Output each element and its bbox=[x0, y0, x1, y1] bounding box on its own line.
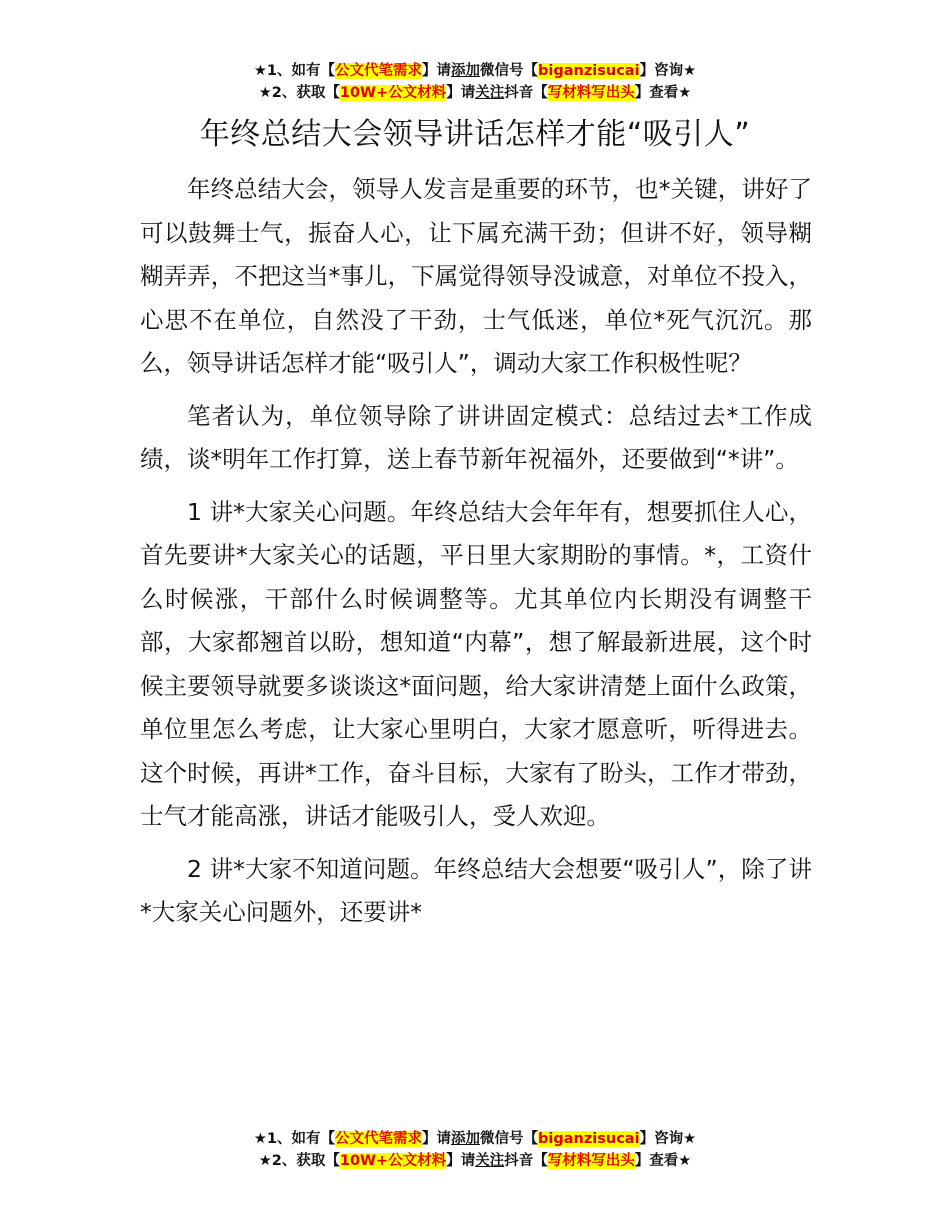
promo-text: 抖音【 bbox=[504, 1153, 548, 1169]
document-body bbox=[140, 168, 812, 944]
promo-text: ★2、获取【 bbox=[258, 85, 340, 101]
promo-line-1 bbox=[0, 1128, 950, 1150]
promo-line-2 bbox=[0, 82, 950, 104]
promo-line-1 bbox=[0, 60, 950, 82]
paragraph-intro: 年终总结大会，领导人发言是重要的环节，也*关键，讲好了可以鼓舞士气，振奋人心，让下属充满干劲；但讲不好，领导糊糊弄弄，不把这当*事儿，下属觉得领导没诚意，对单位不投入，心思不在单位，自然没了干劲，士气低迷，单位*死气沉沉。那么，领导讲话怎样才能“吸引人”，调动大家工作积极性呢？ bbox=[140, 175, 812, 377]
promo-text: ★1、如有【 bbox=[253, 1131, 336, 1147]
promo-line-2 bbox=[0, 1150, 950, 1172]
promo-text: 】请 bbox=[446, 1153, 476, 1169]
promo-douyin-id: 写材料写出头 bbox=[547, 85, 635, 101]
promo-text: 微信号【 bbox=[480, 63, 539, 79]
promo-text: ★1、如有【 bbox=[253, 63, 336, 79]
promo-wechat-id: biganzisucai bbox=[538, 63, 640, 79]
promo-text: 】请 bbox=[446, 85, 476, 101]
promo-wechat-id: biganzisucai bbox=[538, 1131, 640, 1147]
promo-text: 】查看★ bbox=[634, 1153, 692, 1169]
promo-text: 抖音【 bbox=[504, 85, 548, 101]
footer-promo-banner bbox=[0, 1128, 950, 1172]
paragraph-point-2: 2 讲*大家不知道问题。年终总结大会想要“吸引人”，除了讲*大家关心问题外，还要讲* bbox=[140, 854, 812, 926]
paragraph-point-1: 1 讲*大家关心问题。年终总结大会年年有，想要抓住人心，首先要讲*大家关心的话题，平日里大家期盼的事情。*，工资什么时候涨，干部什么时候调整等。尤其单位内长期没有调整干部，大家都翘首以盼，想知道“内幕”，想了解最新进展，这个时候主要领导就要多谈谈这*面问题，给大家讲清楚上面什么政策，单位里怎么考虑，让大家心里明白，大家才愿意听，听得进去。这个时候，再讲*工作，奋斗目标，大家有了盼头，工作才带劲，士气才能高涨，讲话才能吸引人，受人欢迎。 bbox=[140, 497, 812, 830]
promo-highlight: 公文代笔需求 bbox=[335, 63, 423, 79]
paragraph-thesis: 笔者认为，单位领导除了讲讲固定模式：总结过去*工作成绩，谈*明年工作打算，送上春节新年祝福外，还要做到“*讲”。 bbox=[140, 401, 812, 473]
promo-highlight: 公文代笔需求 bbox=[335, 1131, 423, 1147]
promo-underline: 添加 bbox=[451, 63, 481, 79]
promo-text: 】查看★ bbox=[634, 85, 692, 101]
promo-underline: 关注 bbox=[475, 1153, 505, 1169]
promo-highlight: 10W+公文材料 bbox=[339, 1153, 447, 1169]
promo-text: 】请 bbox=[422, 1131, 452, 1147]
promo-text: 微信号【 bbox=[480, 1131, 539, 1147]
promo-underline: 关注 bbox=[475, 85, 505, 101]
promo-text: 】请 bbox=[422, 63, 452, 79]
header-promo-banner bbox=[0, 60, 950, 104]
document-title: 年终总结大会领导讲话怎样才能“吸引人” bbox=[199, 117, 751, 152]
promo-underline: 添加 bbox=[451, 1131, 481, 1147]
promo-text: 】咨询★ bbox=[639, 1131, 697, 1147]
promo-text: 】咨询★ bbox=[639, 63, 697, 79]
promo-highlight: 10W+公文材料 bbox=[339, 85, 447, 101]
promo-text: ★2、获取【 bbox=[258, 1153, 340, 1169]
promo-douyin-id: 写材料写出头 bbox=[547, 1153, 635, 1169]
